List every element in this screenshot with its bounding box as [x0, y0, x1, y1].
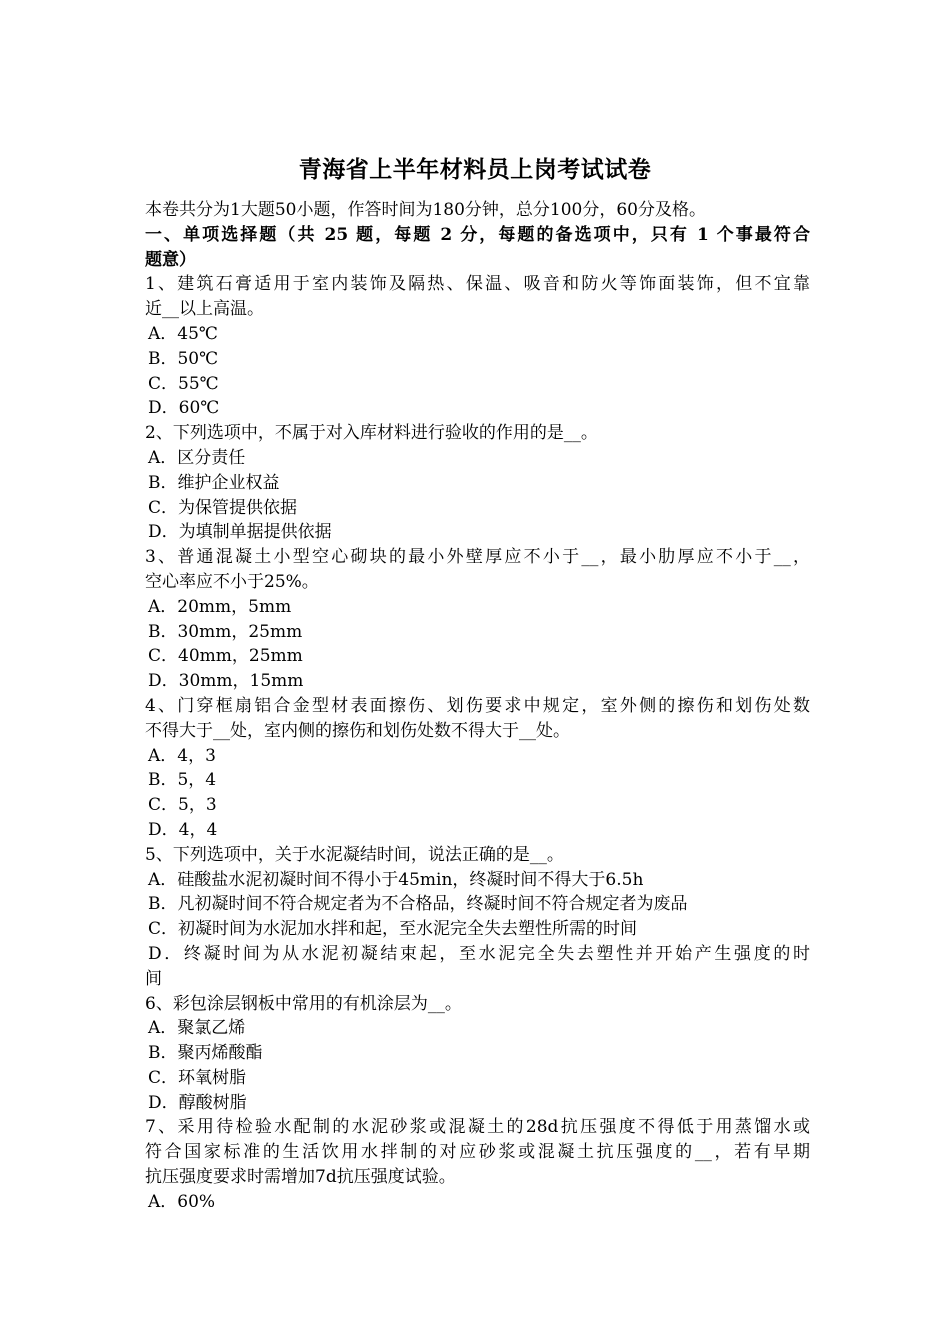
option-c: C．5，3: [148, 795, 217, 816]
question-1: [145, 272, 810, 421]
question-stem: 3、普通混凝土小型空心砌块的最小外壁厚应不小于__，最小肋厚应不小于__，: [145, 547, 810, 568]
question-3: [145, 545, 810, 694]
section-heading-line-2: 题意）: [145, 249, 196, 270]
option-a: A．60%: [148, 1191, 216, 1212]
question-stem: 5、下列选项中，关于水泥凝结时间，说法正确的是__。: [145, 844, 564, 865]
option-b: B．聚丙烯酸酯: [148, 1043, 263, 1064]
option-a: A．区分责任: [148, 447, 246, 468]
question-stem: 符合国家标准的生活饮用水拌制的对应砂浆或混凝土抗压强度的__，若有早期: [145, 1142, 810, 1163]
question-stem: 不得大于__处，室内侧的擦伤和划伤处数不得大于__处。: [145, 720, 570, 741]
question-2: [145, 421, 810, 545]
question-stem: 4、门穿框扇铝合金型材表面擦伤、划伤要求中规定，室外侧的擦伤和划伤处数: [145, 695, 810, 716]
option-c: C．为保管提供依据: [148, 497, 298, 518]
page-title: 青海省上半年材料员上岗考试试卷: [298, 156, 652, 183]
option-a: A．45℃: [148, 323, 218, 344]
option-b: B．凡初凝时间不符合规定者为不合格品，终凝时间不符合规定者为废品: [148, 894, 688, 915]
option-d: D．醇酸树脂: [148, 1092, 247, 1113]
question-4: [145, 694, 810, 843]
option-a: A．20mm，5mm: [148, 596, 292, 617]
question-stem: 2、下列选项中，不属于对入库材料进行验收的作用的是__。: [145, 423, 598, 444]
question-stem: 抗压强度要求时需增加7d抗压强度试验。: [145, 1167, 456, 1188]
option-d: D．终凝时间为从水泥初凝结束起，至水泥完全失去塑性并开始产生强度的时: [148, 943, 810, 964]
option-a: A．聚氯乙烯: [148, 1018, 246, 1039]
question-7: [145, 1115, 810, 1214]
option-b: B．50℃: [148, 348, 219, 369]
option-c: C．40mm，25mm: [148, 646, 303, 667]
exam-intro: 本卷共分为1大题50小题，作答时间为180分钟，总分100分，60分及格。: [145, 200, 706, 220]
option-b: B．30mm，25mm: [148, 621, 303, 642]
option-a: A．4，3: [148, 745, 216, 766]
option-c: C．初凝时间为水泥加水拌和起，至水泥完全失去塑性所需的时间: [148, 919, 638, 940]
option-d: D．4，4: [148, 819, 218, 840]
question-stem: 6、彩包涂层钢板中常用的有机涂层为__。: [145, 993, 462, 1014]
option-c: C．环氧树脂: [148, 1067, 247, 1088]
option-d: D．为填制单据提供依据: [148, 522, 332, 543]
question-5: [145, 843, 810, 992]
question-stem: 近__以上高温。: [145, 299, 264, 320]
option-d: D．30mm，15mm: [148, 671, 304, 692]
option-c: C．55℃: [148, 373, 219, 394]
section-heading-line-1: 一、单项选择题（共 25 题，每题 2 分，每题的备选项中，只有 1 个事最符合: [145, 224, 810, 245]
option-d-continuation: 间: [145, 968, 162, 989]
question-stem: 1、建筑石膏适用于室内装饰及隔热、保温、吸音和防火等饰面装饰，但不宜靠: [145, 274, 810, 295]
question-6: [145, 992, 810, 1116]
document-body: [145, 198, 810, 1215]
option-d: D．60℃: [148, 398, 220, 419]
question-stem: 7、采用待检验水配制的水泥砂浆或混凝土的28d抗压强度不得低于用蒸馏水或: [145, 1117, 810, 1138]
option-a: A．硅酸盐水泥初凝时间不得小于45min，终凝时间不得大于6.5h: [148, 869, 644, 890]
option-b: B．5，4: [148, 770, 217, 791]
option-b: B．维护企业权益: [148, 472, 280, 493]
question-stem: 空心率应不小于25%。: [145, 571, 319, 592]
